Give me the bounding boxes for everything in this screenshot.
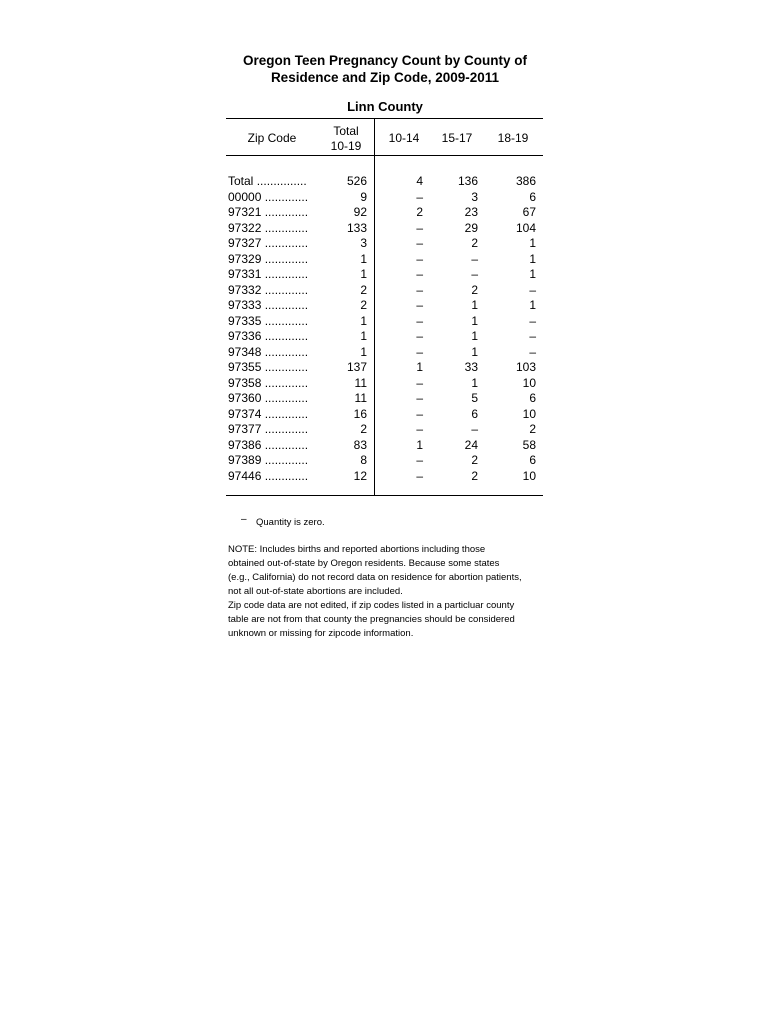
row-zip-label (228, 469, 316, 485)
row-age-10-14: – (416, 391, 423, 405)
zip-code: 97348 (228, 344, 262, 359)
row-age-18-19: 6 (529, 391, 536, 405)
row-zip-label (228, 345, 316, 361)
row-total: 2 (360, 422, 367, 436)
row-zip-label (228, 453, 316, 469)
row-age-18-19: 67 (522, 205, 536, 219)
leader-dots: ............. (264, 329, 309, 343)
row-age-15-17: – (471, 251, 478, 266)
leader-dots: ............. (264, 205, 309, 219)
row-age-18-19: – (529, 313, 536, 328)
row-total: 1 (360, 329, 367, 343)
zip-code: 97335 (228, 313, 262, 328)
zip-code: 97332 (228, 282, 262, 297)
row-zip-label (228, 190, 316, 206)
row-age-10-14: 1 (416, 437, 423, 452)
row-zip-label (228, 314, 316, 330)
row-age-15-17: – (471, 422, 478, 436)
row-age-15-17: 2 (471, 236, 478, 250)
row-age-10-14: – (416, 298, 423, 312)
row-total: 3 (360, 236, 367, 250)
row-zip-label (228, 329, 316, 345)
row-age-10-14: – (416, 189, 423, 204)
zip-code: 97386 (228, 437, 262, 452)
note-block (228, 543, 548, 641)
row-total: 137 (346, 360, 367, 374)
row-total: 16 (353, 406, 367, 421)
row-zip-label (228, 221, 316, 237)
row-zip-label (228, 236, 316, 252)
row-age-18-19: 103 (515, 360, 536, 374)
row-age-15-17: 33 (464, 360, 478, 374)
row-total: 1 (360, 251, 367, 266)
leader-dots: ............. (264, 313, 309, 328)
row-age-18-19: 10 (522, 406, 536, 421)
header-age-15-17: 15-17 (441, 131, 473, 145)
row-age-10-14: – (416, 468, 423, 483)
zip-code: 97355 (228, 360, 262, 374)
row-age-10-14: 2 (416, 205, 423, 219)
header-total-line-2: 10-19 (330, 139, 362, 153)
header-age-18-19: 18-19 (497, 131, 529, 145)
note-line: (e.g., California) do not record data on residence for abortion patients, (228, 572, 522, 583)
row-total: 2 (360, 282, 367, 297)
row-age-15-17: 5 (471, 391, 478, 405)
leader-dots: ............. (264, 267, 309, 281)
row-age-15-17: 2 (471, 453, 478, 467)
footnote-mark: – (241, 514, 247, 525)
leader-dots: ............. (264, 468, 309, 483)
row-age-18-19: 104 (515, 220, 536, 235)
row-age-15-17: 136 (457, 174, 478, 188)
leader-dots: ............. (264, 391, 309, 405)
header-bottom-rule (226, 155, 543, 156)
note-line: unknown or missing for zipcode information. (228, 628, 414, 639)
row-age-15-17: 23 (464, 205, 478, 219)
zip-code: 97322 (228, 220, 262, 235)
zip-code: 97374 (228, 406, 262, 421)
row-age-18-19: – (529, 329, 536, 343)
zip-code: 97321 (228, 205, 262, 219)
row-age-10-14: 1 (416, 360, 423, 374)
leader-dots: ............. (264, 406, 309, 421)
row-total: 1 (360, 313, 367, 328)
row-age-15-17: 6 (471, 406, 478, 421)
header-age-10-14: 10-14 (388, 131, 420, 145)
row-age-10-14: – (416, 282, 423, 297)
zip-code: 97360 (228, 391, 262, 405)
row-age-10-14: – (416, 313, 423, 328)
header-total (318, 124, 374, 154)
leader-dots: ............. (264, 298, 309, 312)
row-zip-label (228, 407, 316, 423)
zip-code: 97327 (228, 236, 262, 250)
zip-code: 00000 (228, 189, 262, 204)
row-age-18-19: 386 (515, 174, 536, 188)
leader-dots: ............. (264, 220, 309, 235)
row-age-18-19: 6 (529, 453, 536, 467)
row-zip-label (228, 438, 316, 454)
row-age-15-17: 1 (471, 329, 478, 343)
title-line-1: Oregon Teen Pregnancy Count by County of (242, 53, 527, 68)
leader-dots: ............. (264, 437, 309, 452)
footnote-text: Quantity is zero. (256, 517, 325, 528)
row-zip-label (228, 252, 316, 268)
row-zip-label (228, 174, 316, 190)
row-age-18-19: 10 (522, 375, 536, 390)
row-zip-label (228, 422, 316, 438)
row-age-18-19: 1 (529, 251, 536, 266)
row-zip-label (228, 283, 316, 299)
zip-code: Total (228, 174, 254, 188)
row-total: 11 (354, 391, 367, 405)
row-age-18-19: 1 (529, 236, 536, 250)
row-age-15-17: 1 (471, 344, 478, 359)
row-age-15-17: 3 (471, 189, 478, 204)
leader-dots: ............. (264, 375, 309, 390)
row-age-10-14: – (416, 236, 423, 250)
row-total: 83 (353, 437, 367, 452)
row-zip-label (228, 376, 316, 392)
note-line: obtained out-of-state by Oregon residents. Because some states (228, 558, 500, 569)
row-total: 1 (360, 267, 367, 281)
row-total: 1 (360, 344, 367, 359)
row-age-15-17: – (471, 267, 478, 281)
row-age-15-17: 2 (471, 282, 478, 297)
row-total: 92 (353, 205, 367, 219)
row-zip-label (228, 391, 316, 407)
zip-code: 97358 (228, 375, 262, 390)
leader-dots: ............... (256, 174, 307, 188)
row-age-18-19: 58 (522, 437, 536, 452)
row-total: 9 (360, 189, 367, 204)
row-age-18-19: 1 (529, 267, 536, 281)
row-age-15-17: 1 (471, 298, 478, 312)
row-age-10-14: – (416, 344, 423, 359)
row-age-10-14: – (416, 375, 423, 390)
row-age-15-17: 2 (471, 468, 478, 483)
zip-code: 97377 (228, 422, 262, 436)
row-zip-label (228, 298, 316, 314)
row-total: 526 (346, 174, 367, 188)
zip-code: 97389 (228, 453, 262, 467)
row-age-10-14: – (416, 422, 423, 436)
title-line-2: Residence and Zip Code, 2009-2011 (270, 70, 500, 85)
leader-dots: ............. (264, 282, 309, 297)
row-age-15-17: 24 (464, 437, 478, 452)
row-age-10-14: – (416, 251, 423, 266)
zip-code: 97446 (228, 468, 262, 483)
row-total: 133 (346, 220, 367, 235)
leader-dots: ............. (264, 422, 309, 436)
note-line: Zip code data are not edited, if zip codes listed in a particluar county (228, 600, 515, 611)
row-total: 11 (354, 375, 367, 390)
row-total: 12 (353, 468, 367, 483)
row-age-10-14: – (416, 329, 423, 343)
row-age-18-19: – (529, 344, 536, 359)
row-age-15-17: 29 (464, 220, 478, 235)
row-age-18-19: 1 (529, 298, 536, 312)
zip-code: 97333 (228, 298, 262, 312)
row-total: 2 (360, 298, 367, 312)
table-bottom-rule (226, 495, 543, 496)
zip-code: 97331 (228, 267, 262, 281)
row-age-15-17: 1 (471, 313, 478, 328)
header-zip-code: Zip Code (247, 131, 297, 145)
row-age-10-14: – (416, 220, 423, 235)
row-age-18-19: 6 (529, 189, 536, 204)
row-age-10-14: – (416, 453, 423, 467)
row-age-10-14: – (416, 406, 423, 421)
row-age-18-19: 10 (522, 468, 536, 483)
leader-dots: ............. (264, 251, 309, 266)
county-subtitle: Linn County (347, 99, 423, 114)
header-total-line-1: Total (333, 124, 359, 138)
row-age-15-17: 1 (471, 375, 478, 390)
leader-dots: ............. (264, 189, 309, 204)
row-age-10-14: 4 (416, 174, 423, 188)
leader-dots: ............. (264, 344, 309, 359)
row-age-18-19: – (529, 282, 536, 297)
table-top-rule (226, 118, 543, 119)
row-age-10-14: – (416, 267, 423, 281)
column-divider-total (374, 118, 375, 496)
leader-dots: ............. (264, 453, 309, 467)
leader-dots: ............. (264, 236, 309, 250)
page-title (200, 52, 570, 86)
row-zip-label (228, 205, 316, 221)
note-line: NOTE: Includes births and reported abortions including those (228, 544, 486, 555)
zip-code: 97336 (228, 329, 262, 343)
zip-code: 97329 (228, 251, 262, 266)
row-zip-label (228, 267, 316, 283)
row-age-18-19: 2 (529, 422, 536, 436)
note-line: not all out-of-state abortions are included. (228, 586, 403, 597)
row-total: 8 (360, 453, 367, 467)
note-line: table are not from that county the pregnancies should be considered (228, 614, 515, 625)
row-zip-label (228, 360, 316, 376)
leader-dots: ............. (264, 360, 309, 374)
